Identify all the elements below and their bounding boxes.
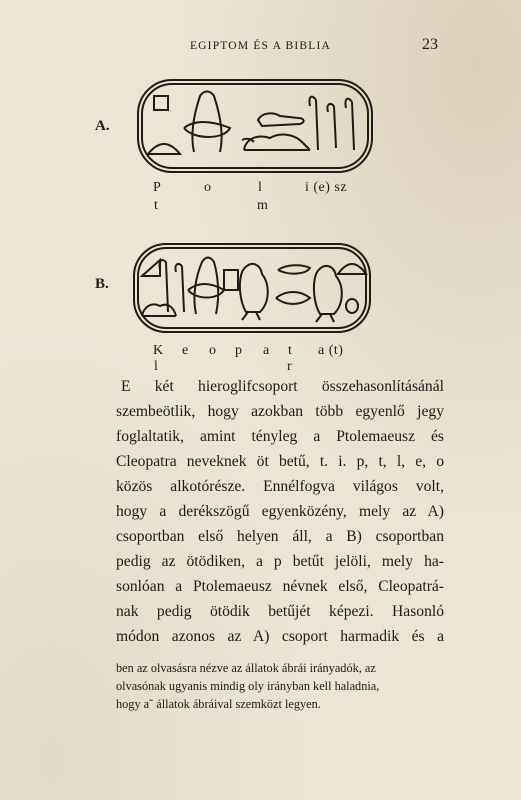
cartouche-b-phonetic-5: a — [263, 343, 270, 358]
footnote-line-1: ben az olvasásra nézve az állatok ábrái irányadók, az — [116, 661, 376, 675]
cartouche-b-phonetic-7: a (t) — [318, 343, 344, 358]
cartouche-a-phonetic-2: o — [204, 180, 212, 195]
cartouche-b-phonetic-3: o — [209, 343, 217, 358]
body-line-5: közös alkotórésze. Ennélfogva világos volt, — [116, 478, 444, 495]
cartouche-a-phonetic-5: t — [154, 198, 159, 213]
running-header: EGIPTOM ÉS A BIBLIA — [189, 40, 332, 52]
body-line-10: nak pedig ötödik betűjét képezi. Hasonló — [116, 603, 444, 620]
cartouche-a-phonetic-4: i (e) sz — [305, 180, 348, 195]
body-line-2: szembeötlik, hogy azokban több egyenlő jegy — [116, 403, 444, 420]
cartouche-a-phonetic-3: l — [258, 180, 263, 195]
cartouche-b-hieroglyphs — [130, 240, 374, 340]
cartouche-b-label: B. — [95, 276, 109, 292]
cartouche-b-phonetic-2: e — [182, 343, 189, 358]
cartouche-b-phonetic-6: t — [288, 343, 293, 358]
page-number: 23 — [422, 36, 438, 53]
body-line-7: csoportban első helyen áll, a B) csoportban — [116, 528, 444, 545]
footnote-line-3: hogy a˜ állatok ábráival szemközt legyen. — [116, 697, 321, 711]
body-line-6: hogy a derékszögű egyenközény, mely az A) — [116, 503, 444, 520]
cartouche-b-phonetic-9: r — [287, 359, 293, 374]
cartouche-b-phonetic-1: K — [153, 343, 164, 358]
cartouche-a-phonetic-1: P — [153, 180, 162, 195]
body-line-9: sonlóan a Ptolemaeusz névnek első, Cleopatrá- — [116, 578, 444, 595]
cartouche-a-phonetic-6: m — [257, 198, 269, 213]
footnote-line-2: olvasónak ugyanis mindig oly irányban kell haladnia, — [116, 679, 380, 693]
body-line-8: pedig az ötödiken, a p betűt jelöli, mely ha- — [116, 553, 444, 570]
cartouche-a-label: A. — [95, 118, 110, 134]
body-line-1: E két hieroglifcsoport összehasonlításánál — [121, 378, 444, 395]
cartouche-a-hieroglyphs — [134, 76, 376, 176]
cartouche-b-phonetic-4: p — [235, 343, 243, 358]
body-line-11: módon azonos az A) csoport harmadik és a — [116, 628, 444, 645]
body-line-3: foglaltatik, amint tényleg a Ptolemaeusz és — [116, 428, 444, 445]
cartouche-b-phonetic-8: l — [154, 359, 159, 374]
body-line-4: Cleopatra neveknek öt betű, t. i. p, t, l, e, o — [116, 453, 444, 470]
